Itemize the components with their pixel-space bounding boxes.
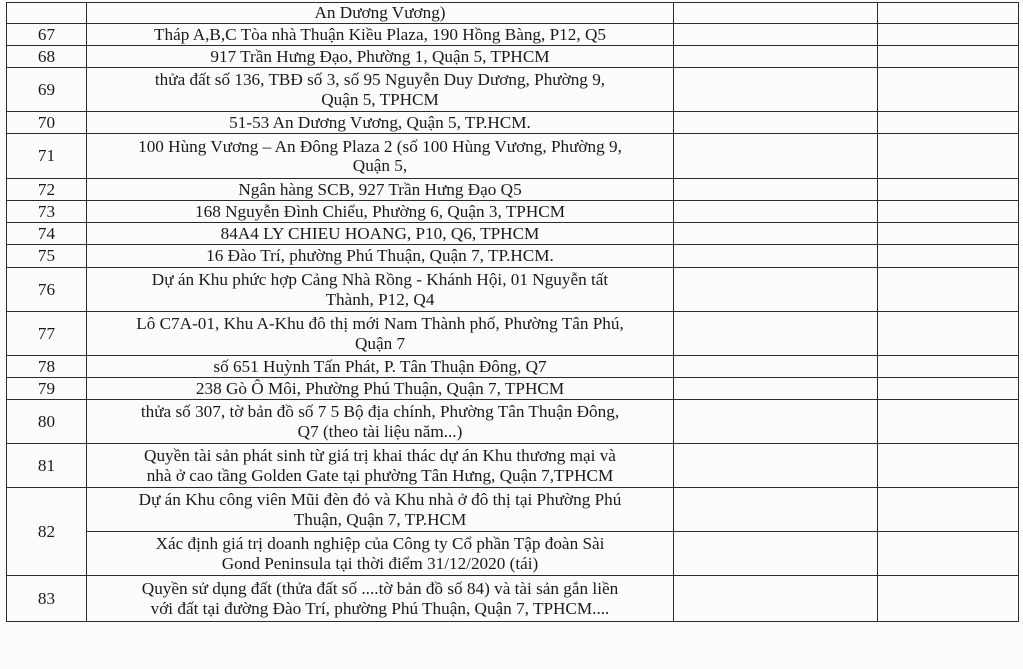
empty-cell xyxy=(674,179,878,201)
address-line: Gond Peninsula tại thời điểm 31/12/2020 (tái) xyxy=(221,553,539,573)
empty-cell xyxy=(878,179,1019,201)
address-line: Quyền sử dụng đất (thửa đất số ....tờ bản đồ số 84) và tài sản gắn liền xyxy=(141,579,619,598)
row-number: 76 xyxy=(7,268,87,312)
empty-cell xyxy=(674,532,878,576)
address-cell: 168 Nguyễn Đình Chiểu, Phường 6, Quận 3, TPHCM xyxy=(87,201,674,223)
empty-cell xyxy=(878,245,1019,268)
row-number: 73 xyxy=(7,201,87,223)
address-line: Xác định giá trị doanh nghiệp của Công ty Cổ phần Tập đoàn Sài xyxy=(155,534,605,553)
empty-cell xyxy=(878,112,1019,134)
empty-cell xyxy=(878,576,1019,622)
row-number: 81 xyxy=(7,444,87,488)
address-cell xyxy=(87,268,674,312)
table-row xyxy=(7,268,1019,312)
row-number: 80 xyxy=(7,400,87,444)
address-cell: số 651 Huỳnh Tấn Phát, P. Tân Thuận Đông, Q7 xyxy=(87,356,674,378)
row-number: 68 xyxy=(7,46,87,68)
address-cell xyxy=(87,134,674,179)
empty-cell xyxy=(674,112,878,134)
row-number: 77 xyxy=(7,312,87,356)
empty-cell xyxy=(878,68,1019,112)
table-row xyxy=(7,312,1019,356)
table-row xyxy=(7,201,1019,223)
address-cell xyxy=(87,68,674,112)
empty-cell xyxy=(674,3,878,24)
row-number: 70 xyxy=(7,112,87,134)
empty-cell xyxy=(878,488,1019,532)
empty-cell xyxy=(674,46,878,68)
table-row xyxy=(7,245,1019,268)
address-cell: 84A4 LY CHIEU HOANG, P10, Q6, TPHCM xyxy=(87,223,674,245)
table-row xyxy=(7,3,1019,24)
table-row xyxy=(7,400,1019,444)
empty-cell xyxy=(878,356,1019,378)
address-line: Q7 (theo tài liệu năm...) xyxy=(297,421,463,441)
table-row xyxy=(7,24,1019,46)
address-cell: 16 Đào Trí, phường Phú Thuận, Quận 7, TP.HCM. xyxy=(87,245,674,268)
empty-cell xyxy=(674,201,878,223)
row-number: 75 xyxy=(7,245,87,268)
empty-cell xyxy=(878,24,1019,46)
empty-cell xyxy=(878,201,1019,223)
row-number: 69 xyxy=(7,68,87,112)
empty-cell xyxy=(878,223,1019,245)
table-row xyxy=(7,378,1019,400)
empty-cell xyxy=(674,400,878,444)
empty-cell xyxy=(878,444,1019,488)
address-line: Dự án Khu phức hợp Cảng Nhà Rồng - Khánh Hội, 01 Nguyễn tất xyxy=(151,270,609,289)
address-line: thửa đất số 136, TBĐ số 3, số 95 Nguyễn Duy Dương, Phường 9, xyxy=(154,70,606,89)
empty-cell xyxy=(878,400,1019,444)
table-row xyxy=(7,223,1019,245)
address-line: thửa số 307, tờ bản đồ số 7 5 Bộ địa chính, Phường Tân Thuận Đông, xyxy=(140,402,620,421)
row-number: 71 xyxy=(7,134,87,179)
empty-cell xyxy=(878,532,1019,576)
table-row xyxy=(7,68,1019,112)
address-cell xyxy=(87,444,674,488)
address-table xyxy=(6,2,1019,622)
address-line: với đất tại đường Đào Trí, phường Phú Thuận, Quận 7, TPHCM.... xyxy=(150,598,610,618)
table-row xyxy=(7,576,1019,622)
empty-cell xyxy=(878,378,1019,400)
empty-cell xyxy=(674,24,878,46)
address-line: Quyền tài sản phát sinh từ giá trị khai thác dự án Khu thương mại và xyxy=(144,446,616,465)
empty-cell xyxy=(878,268,1019,312)
row-number: 67 xyxy=(7,24,87,46)
empty-cell xyxy=(674,312,878,356)
table-row xyxy=(7,46,1019,68)
empty-cell xyxy=(674,576,878,622)
address-cell: 238 Gò Ô Môi, Phường Phú Thuận, Quận 7, TPHCM xyxy=(87,378,674,400)
row-number: 72 xyxy=(7,179,87,201)
table-row xyxy=(7,179,1019,201)
address-line: Quận 7 xyxy=(354,333,406,353)
address-cell: 51-53 An Dương Vương, Quận 5, TP.HCM. xyxy=(87,112,674,134)
row-number xyxy=(7,3,87,24)
address-line: Thành, P12, Q4 xyxy=(325,289,435,309)
empty-cell xyxy=(674,68,878,112)
address-line: Thuận, Quận 7, TP.HCM xyxy=(293,509,467,529)
address-cell: An Dương Vương) xyxy=(87,3,674,24)
empty-cell xyxy=(674,378,878,400)
empty-cell xyxy=(878,46,1019,68)
address-line: Quận 5, TPHCM xyxy=(321,89,439,109)
address-cell: 917 Trần Hưng Đạo, Phường 1, Quận 5, TPHCM xyxy=(87,46,674,68)
address-cell xyxy=(87,576,674,622)
table-row xyxy=(7,134,1019,179)
row-number: 74 xyxy=(7,223,87,245)
address-line: Lô C7A-01, Khu A-Khu đô thị mới Nam Thành phố, Phường Tân Phú, xyxy=(136,314,624,333)
table-row xyxy=(7,356,1019,378)
empty-cell xyxy=(674,268,878,312)
row-number: 78 xyxy=(7,356,87,378)
table-row xyxy=(7,488,1019,532)
address-line: 100 Hùng Vương – An Đông Plaza 2 (số 100 Hùng Vương, Phường 9, xyxy=(138,136,622,156)
address-line: nhà ở cao tầng Golden Gate tại phường Tân Hưng, Quận 7,TPHCM xyxy=(146,465,614,485)
empty-cell xyxy=(674,245,878,268)
empty-cell xyxy=(674,356,878,378)
table-row xyxy=(7,444,1019,488)
empty-cell xyxy=(674,488,878,532)
table-row xyxy=(7,112,1019,134)
row-number: 83 xyxy=(7,576,87,622)
address-cell: Tháp A,B,C Tòa nhà Thuận Kiều Plaza, 190 Hồng Bàng, P12, Q5 xyxy=(87,24,674,46)
empty-cell xyxy=(674,134,878,179)
address-line: Quận 5, xyxy=(352,156,408,175)
empty-cell xyxy=(674,444,878,488)
address-cell xyxy=(87,400,674,444)
address-cell xyxy=(87,532,674,576)
address-cell xyxy=(87,312,674,356)
empty-cell xyxy=(878,134,1019,179)
empty-cell xyxy=(878,312,1019,356)
empty-cell xyxy=(674,223,878,245)
row-number: 79 xyxy=(7,378,87,400)
address-cell: Ngân hàng SCB, 927 Trần Hưng Đạo Q5 xyxy=(87,179,674,201)
address-line: Dự án Khu công viên Mũi đèn đỏ và Khu nhà ở đô thị tại Phường Phú xyxy=(138,490,622,509)
table-row xyxy=(7,532,1019,576)
row-number: 82 xyxy=(7,488,87,576)
address-cell xyxy=(87,488,674,532)
empty-cell xyxy=(878,3,1019,24)
